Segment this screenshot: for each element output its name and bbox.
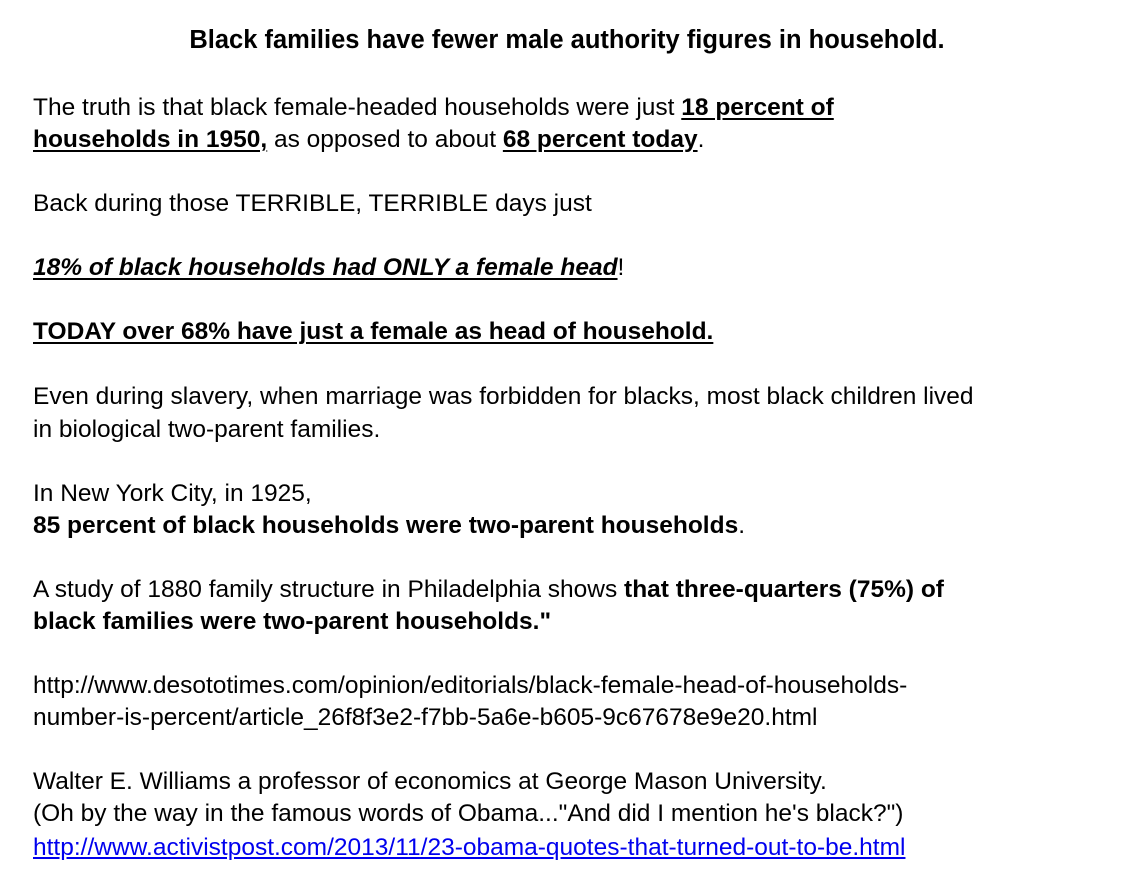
paragraph-6-line-1: In New York City, in 1925, <box>33 480 312 507</box>
paragraph-3 <box>33 252 624 284</box>
quote-line: (Oh by the way in the famous words of Obama..."And did I mention he's black?") <box>33 800 904 827</box>
author-line: Walter E. Williams a professor of economics at George Mason University. <box>33 768 827 795</box>
source-url-line-2: number-is-percent/article_26f8f3e2-f7bb-5a6e-b605-9c67678e9e20.html <box>33 704 818 731</box>
paragraph-7-line-1 <box>33 574 944 606</box>
paragraph-1-line-1 <box>33 92 834 124</box>
paragraph-5-line-1: Even during slavery, when marriage was forbidden for blacks, most black children lived <box>33 383 974 410</box>
text: ! <box>617 254 625 281</box>
paragraph-2: Back during those TERRIBLE, TERRIBLE days just <box>33 190 592 217</box>
emphasis-text: that three-quarters (75%) of <box>624 576 944 603</box>
paragraph-7-line-2 <box>33 606 551 638</box>
text: The truth is that black female-headed households were just <box>33 94 682 121</box>
paragraph-4 <box>33 316 713 348</box>
activistpost-link[interactable]: http://www.activistpost.com/2013/11/23-obama-quotes-that-turned-out-to-be.html <box>33 834 906 861</box>
page-title: Black families have fewer male authority figures in household. <box>189 26 945 54</box>
activistpost-link-line <box>33 832 905 864</box>
text: . <box>738 512 746 539</box>
emphasis-text: households in 1950, <box>33 126 268 153</box>
emphasis-text: 85 percent of black households were two-parent households <box>33 512 739 539</box>
emphasis-text: 18% of black households had ONLY a female head <box>33 254 618 281</box>
text: . <box>697 126 705 153</box>
emphasis-text: TODAY over 68% have just a female as head of household. <box>33 318 714 345</box>
emphasis-text: 18 percent of <box>681 94 834 121</box>
source-url-line-1: http://www.desototimes.com/opinion/editorials/black-female-head-of-households- <box>33 672 908 699</box>
text: as opposed to about <box>267 126 503 153</box>
paragraph-5-line-2: in biological two-parent families. <box>33 416 381 443</box>
paragraph-6-line-2 <box>33 510 745 542</box>
text: A study of 1880 family structure in Philadelphia shows <box>33 576 625 603</box>
paragraph-1-line-2 <box>33 124 704 156</box>
emphasis-text: 68 percent today <box>502 126 698 153</box>
emphasis-text: black families were two-parent households." <box>33 608 552 635</box>
